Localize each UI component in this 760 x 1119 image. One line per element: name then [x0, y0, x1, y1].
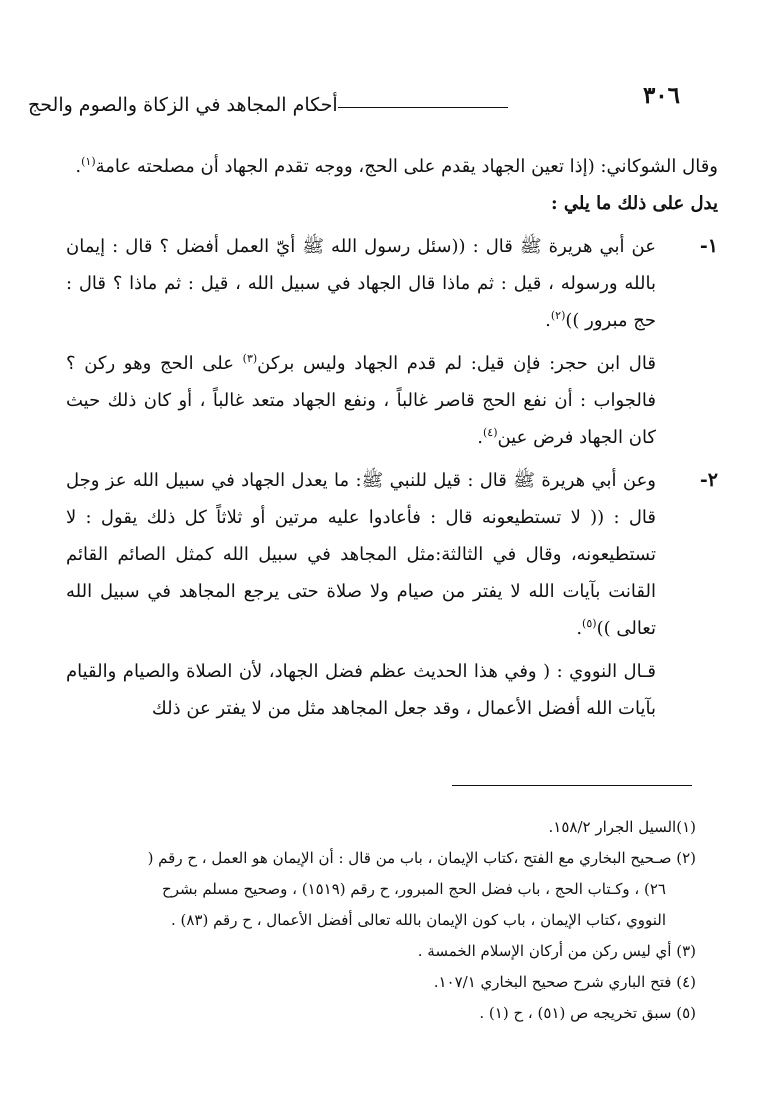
intro-text: وقال الشوكاني: (إذا تعين الجهاد يقدم على الحج، ووجه تقدم الجهاد أن مصلحته عامة	[95, 156, 718, 177]
footnote-2-cont-2: النووي ،كتاب الإيمان ، باب كون الإيمان بالله تعالى أفضل الأعمال ، ح رقم (٨٣) .	[170, 911, 666, 929]
hadith-1-text: عن أبي هريرة ﷺ قال : ((سئل رسول الله ﷺ أيّ العمل أفضل ؟ قال : إيمان بالله ورسوله ، قيل : ثم ماذا قال الجهاد في سبيل الله ، قيل : ثم ماذا ؟ قال : حج مبرور ))	[66, 236, 656, 331]
commentary-1-part1: قال ابن حجر: فإن قيل: لم قدم الجهاد وليس بركن	[257, 353, 656, 374]
hadith-1-end: .	[545, 310, 551, 331]
main-text	[66, 148, 718, 727]
footnote-ref-5: (٥)	[582, 617, 597, 630]
commentary-1-end: .	[477, 427, 483, 448]
hadith-item-1	[66, 228, 718, 456]
item-number-2: ٢-	[699, 469, 718, 491]
intro-end: .	[75, 156, 82, 177]
footnote-ref-2: (٢)	[550, 309, 566, 322]
running-title: أحكام المجاهد في الزكاة والصوم والحج	[28, 94, 338, 116]
footnote-separator	[452, 785, 692, 786]
header-rule	[338, 107, 508, 108]
footnote-ref-3: (٣)	[242, 352, 258, 365]
hadith-text-2	[66, 462, 656, 647]
hadith-2-end: .	[576, 618, 583, 639]
commentary-2: قـال النووي : ( وفي هذا الحديث عظم فضل الجهاد، لأن الصلاة والصيام والقيام بآيات الله أفضل الأعمال ، وقد جعل المجاهد مثل من لا يفتر عن ذلك	[66, 661, 656, 719]
intro-line-2: يدل على ذلك ما يلي :	[551, 193, 718, 214]
footnote-5: (٥) سبق تخريجه ص (٥١) ، ح (١) .	[479, 1004, 696, 1022]
hadith-2-text: وعن أبي هريرة ﷺ قال : قيل للنبي ﷺ: ما يعدل الجهاد في سبيل الله عز وجل قال : (( لا تستطيعونه قال : فأعادوا عليه مرتين أو ثلاثاً كل ذلك يقول : لا تستطيعونه، وقال في الثالثة:مثل المجاهد في سبيل الله كمثل الصائم القائم القانت بآيات الله لا يفتر من صيام ولا صلاة حتى يرجع المجاهد في سبيل الله تعالى ))	[66, 470, 656, 639]
footnote-2: (٢) صـحيح البخاري مع الفتح ،كتاب الإيمان ، باب من قال : أن الإيمان هو العمل ، ح رقم (	[147, 849, 696, 867]
hadith-item-2	[66, 462, 718, 727]
footnote-3: (٣) أي ليس ركن من أركان الإسلام الخمسة .	[417, 942, 696, 960]
footnotes	[70, 812, 696, 1029]
footnote-4: (٤) فتح الباري شرح صحيح البخاري ١٠٧/١.	[433, 973, 696, 991]
footnote-ref-4: (٤)	[482, 426, 498, 439]
intro-paragraph	[66, 148, 718, 185]
commentary-1	[66, 345, 656, 456]
hadith-text-1	[66, 228, 656, 339]
footnote-2-cont: ٢٦) ، وكـتاب الحج ، باب فضل الحج المبرور، ح رقم (١٥١٩) ، وصحيح مسلم بشرح	[162, 880, 666, 898]
page-number: ٣٠٦	[642, 82, 680, 109]
footnote-ref-1: (١)	[81, 155, 96, 168]
footnote-1: (١)السيل الجرار ١٥٨/٢.	[548, 818, 696, 836]
item-number-1: ١-	[699, 235, 718, 257]
page-header	[28, 82, 732, 124]
commentary-1-part2: على الحج وهو ركن ؟ فالجواب : أن نفع الحج قاصر غالباً ، ونفع الجهاد متعد غالباً ، أو كان ذلك حيث كان الجهاد فرض عين	[66, 353, 656, 448]
